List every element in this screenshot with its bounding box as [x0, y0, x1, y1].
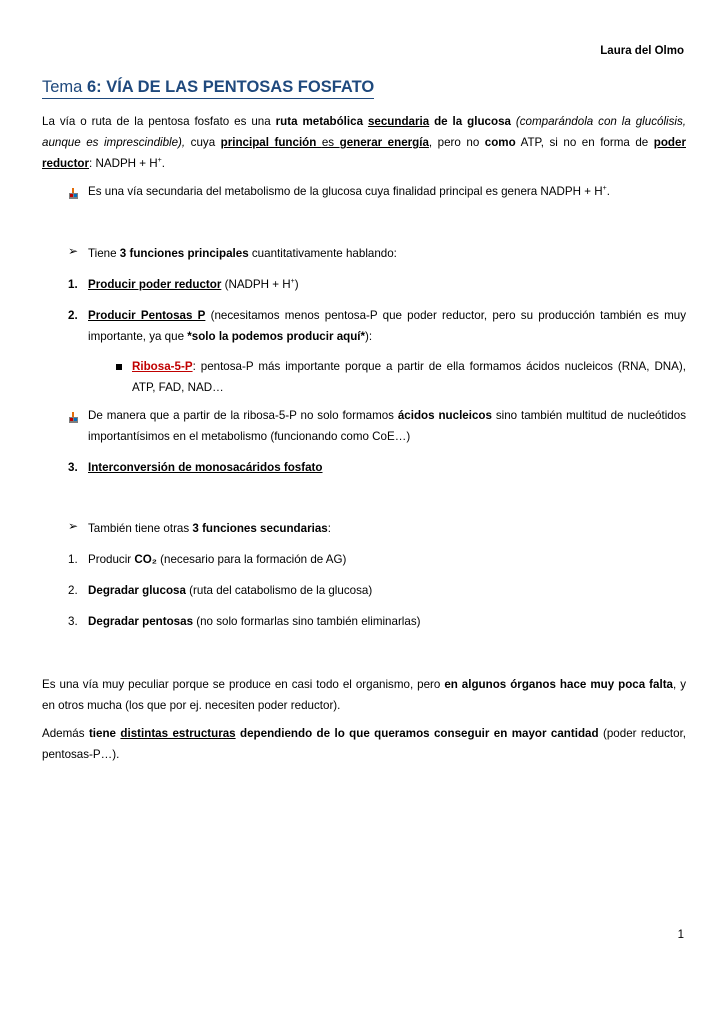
page-number: 1 [677, 929, 684, 941]
page-title: Tema 6: VÍA DE LAS PENTOSAS FOSFATO [42, 78, 374, 99]
arrow-bullet-icon: ➢ [68, 519, 79, 533]
arrow-bullet-icon: ➢ [68, 244, 79, 258]
main-item-2: Producir Pentosas P (necesitamos menos pentosa-P que poder reductor, pero su producción también es muy importante, ya que *solo la podemos producir aquí*): [88, 309, 686, 343]
author-header: Laura del Olmo [600, 45, 684, 57]
hand-pointer-icon [68, 412, 79, 424]
square-bullet-icon [116, 364, 122, 370]
bullet-vía-secundaria: Es una vía secundaria del metabolismo de la glucosa cuya finalidad principal es genera NADPH + H+. [88, 185, 610, 198]
main-item-number: 2. [68, 309, 78, 322]
main-item-number: 3. [68, 461, 78, 474]
main-item-number: 1. [68, 278, 78, 291]
secondary-functions-heading: También tiene otras 3 funciones secundarias: [88, 522, 331, 535]
estructuras-paragraph: Además tiene distintas estructuras dependiendo de lo que queramos conseguir en mayor cantidad (poder reductor, pentosas-P…). [42, 727, 687, 761]
secondary-item-number: 3. [68, 615, 78, 628]
intro-paragraph: La vía o ruta de la pentosa fosfato es una ruta metabólica secundaria de la glucosa (comparándola con la glucólisis, aunque es imprescindible), cuya principal función es generar energía, pero no como ATP, si no en forma de poder reductor: NADPH + H+. [42, 115, 686, 170]
main-item-3: Interconversión de monosacáridos fosfato [88, 461, 323, 474]
main-functions-heading: Tiene 3 funciones principales cuantitativamente hablando: [88, 247, 397, 260]
ribosa-item: Ribosa-5-P: pentosa-P más importante porque a partir de ella formamos ácidos nucleicos (RNA, DNA), ATP, FAD, NAD… [132, 360, 686, 394]
secondary-item-number: 2. [68, 584, 78, 597]
secondary-item-1: Producir CO₂ (necesario para la formación de AG) [88, 553, 347, 566]
peculiar-paragraph: Es una vía muy peculiar porque se produce en casi todo el organismo, pero en algunos órganos hace muy poca falta, y en otros mucha (los que por ej. necesiten poder reductor). [42, 678, 686, 712]
secondary-item-number: 1. [68, 553, 78, 566]
main-item-1: Producir poder reductor (NADPH + H+) [88, 278, 299, 291]
bullet-ribosa-nucleotidos: De manera que a partir de la ribosa-5-P no solo formamos ácidos nucleicos sino también multitud de nucleótidos importantísimos en el metabolismo (funcionando como CoE…) [88, 409, 686, 443]
secondary-item-2: Degradar glucosa (ruta del catabolismo de la glucosa) [88, 584, 373, 597]
secondary-item-3: Degradar pentosas (no solo formarlas sino también eliminarlas) [88, 615, 421, 628]
hand-pointer-icon [68, 188, 79, 200]
